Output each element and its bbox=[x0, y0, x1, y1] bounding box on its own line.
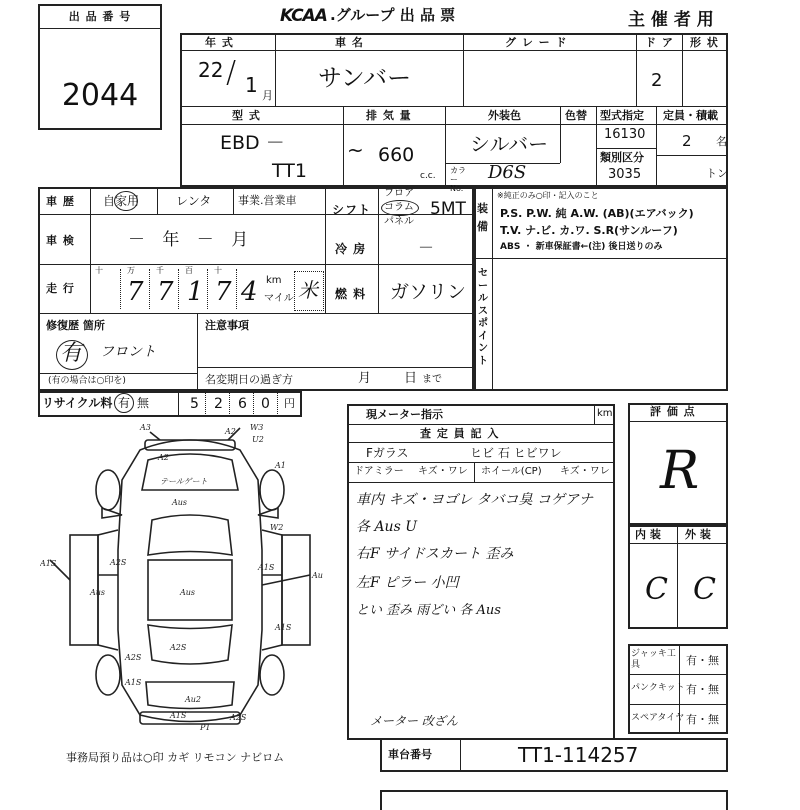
score-value: R bbox=[660, 441, 700, 501]
model-prefix: EBD － bbox=[220, 132, 285, 154]
chassis-label: 車台番号 bbox=[388, 748, 432, 761]
month-value: 1 bbox=[245, 73, 258, 97]
shift-column: コラム bbox=[384, 202, 414, 213]
inspection-note-2: 各 Aus U bbox=[356, 519, 418, 535]
shift-floor: フロア bbox=[384, 188, 414, 199]
glass-values: ヒビ 石 ヒビワレ bbox=[470, 446, 562, 460]
lot-number-box bbox=[38, 4, 162, 130]
label-capacity: 定員・積載 bbox=[663, 109, 718, 122]
mile-label: マイル bbox=[264, 293, 294, 304]
repair-detail: フロント bbox=[100, 344, 156, 360]
car-name: サンバー bbox=[318, 64, 412, 92]
exterior-color-value: シルバー bbox=[470, 132, 549, 156]
appraiser-label: 査 定 員 記 入 bbox=[420, 427, 500, 440]
diagram-mark-23: P1 bbox=[200, 723, 211, 732]
diagram-mark-2: A2 bbox=[225, 427, 236, 436]
label-doors: ド ア bbox=[645, 36, 674, 49]
car-damage-diagram bbox=[40, 420, 340, 740]
diagram-mark-1: A3 bbox=[140, 423, 151, 432]
mileage-mark: 米 bbox=[298, 278, 318, 302]
label-name-change: 名変期日の過ぎ方 bbox=[205, 373, 293, 386]
recycle-yes-circle bbox=[114, 393, 134, 413]
equipment-line2: T.V. ナ.ビ. カ.ワ. S.R(サンルーフ) bbox=[500, 224, 678, 237]
mileage-digit-4: 1 bbox=[187, 277, 204, 307]
diagram-mark-11: A1S bbox=[258, 563, 275, 572]
label-notes: 注意事項 bbox=[205, 319, 249, 332]
name-change-suffix: まで bbox=[422, 374, 442, 385]
label-displacement: 排 気 量 bbox=[366, 109, 412, 122]
mileage-grid: 十 万 千 百 十 7 7 1 7 4 bbox=[95, 266, 258, 307]
history-private: 自家用 bbox=[103, 194, 140, 208]
copy-label: 主 催 者 用 bbox=[628, 10, 714, 30]
score-label: 評 価 点 bbox=[650, 405, 696, 418]
label-year: 年 式 bbox=[205, 36, 234, 49]
shift-value: 5MT bbox=[430, 199, 466, 219]
diagram-mark-18: A2S bbox=[125, 653, 142, 662]
diagram-mark-4: U2 bbox=[252, 435, 264, 444]
shift-column-circle bbox=[381, 200, 419, 216]
equipment-note: ※純正のみ○印・記入のこと bbox=[497, 191, 599, 200]
repair-circle bbox=[56, 340, 88, 370]
inspection-note-3: 右F サイドスカート 歪み bbox=[356, 546, 514, 562]
type-designation-value: 16130 bbox=[604, 127, 646, 142]
color-no-label: カラーNo. bbox=[450, 166, 466, 193]
color-no-value: D6S bbox=[488, 162, 527, 183]
meter-label: 現メーター指示 bbox=[366, 408, 443, 421]
diagram-mark-15: Aus bbox=[90, 588, 106, 597]
repair-value: 有 bbox=[60, 341, 83, 366]
recycle-yes: 有 bbox=[118, 396, 131, 410]
equipment-line1: P.S. P.W. 純 A.W. (AB)(エアバック) bbox=[500, 207, 694, 220]
name-change-day: 日 bbox=[404, 371, 418, 386]
diagram-mark-21: A1S bbox=[170, 711, 187, 720]
brand-logo: KCAA bbox=[280, 6, 327, 26]
wheel-label: ホイール(CP) bbox=[481, 466, 542, 477]
recycle-no: 無 bbox=[137, 396, 150, 410]
mirror-values: キズ・ワレ bbox=[418, 466, 468, 477]
diagram-mark-14: Aus bbox=[180, 588, 196, 597]
diagram-mark-22: A2S bbox=[230, 713, 247, 722]
label-shift: シフト bbox=[332, 203, 372, 217]
inspection-note-4: 左F ピラー 小凹 bbox=[356, 575, 459, 591]
diagram-mark-12: Au bbox=[312, 571, 323, 580]
label-ac: 冷 房 bbox=[335, 242, 367, 256]
mileage-digit-2: 7 bbox=[127, 277, 144, 307]
inspection-footnote: メーター 改ざん bbox=[370, 714, 458, 728]
label-body: 形 状 bbox=[690, 36, 719, 49]
label-sales-point: セールスポイント bbox=[478, 268, 489, 367]
accessory-puncture-label: パンクキット bbox=[631, 683, 685, 693]
diagram-mark-10: A2S bbox=[110, 558, 127, 567]
label-inspection: 車 検 bbox=[46, 234, 75, 247]
lot-number-label: 出 品 番 号 bbox=[68, 10, 132, 23]
equipment-line3: ABS ・ 新車保証書←(注) 後日送りのみ bbox=[500, 242, 663, 252]
diagram-mark-20: Au2 bbox=[185, 695, 202, 704]
year-value: 22 bbox=[198, 58, 224, 82]
label-equipment: 装 備 bbox=[477, 202, 489, 233]
inspection-note-5: とい 歪み 雨どい 各 Aus bbox=[356, 603, 501, 618]
displacement-unit: c.c. bbox=[420, 171, 436, 181]
diagram-mark-5: A2 bbox=[158, 453, 169, 462]
mileage-digit-3: 7 bbox=[157, 277, 174, 307]
ac-value: － bbox=[418, 238, 435, 257]
label-model: 型 式 bbox=[232, 109, 261, 122]
diagram-mark-19: A1S bbox=[125, 678, 142, 687]
displacement-value: 660 bbox=[378, 144, 415, 166]
load-unit: トン bbox=[706, 167, 728, 180]
month-unit: 月 bbox=[262, 89, 273, 102]
label-exterior-color: 外装色 bbox=[488, 109, 521, 122]
interior-label: 内 装 bbox=[635, 528, 661, 541]
interior-value: C bbox=[645, 572, 668, 607]
wheel-values: キズ・ワレ bbox=[560, 466, 610, 477]
label-fuel: 燃 料 bbox=[335, 287, 367, 301]
accessory-puncture-value: 有・無 bbox=[686, 683, 719, 696]
fuel-value: ガソリン bbox=[390, 281, 467, 303]
label-repair: 修復歴 箇所 bbox=[46, 319, 105, 332]
diagram-mark-17: A1S bbox=[275, 623, 292, 632]
capacity-value: 2 bbox=[682, 132, 692, 150]
exterior-value: C bbox=[693, 572, 716, 607]
label-category: 類別区分 bbox=[600, 151, 644, 164]
year-sep: / bbox=[226, 55, 237, 90]
history-private-circle bbox=[114, 191, 138, 211]
label-type-designation: 型式指定 bbox=[600, 109, 644, 122]
name-change-month: 月 bbox=[358, 371, 372, 386]
lot-number: 2044 bbox=[61, 78, 139, 113]
label-grade: グ レ ー ド bbox=[505, 36, 568, 49]
label-mileage: 走 行 bbox=[46, 282, 75, 295]
mileage-digit-6: 4 bbox=[241, 277, 258, 307]
label-color-change: 色替 bbox=[565, 109, 587, 122]
diagram-mark-7: テールゲート bbox=[160, 477, 208, 486]
mirror-label: ドアミラー bbox=[354, 466, 404, 477]
diagram-mark-3: W3 bbox=[250, 423, 264, 432]
label-name: 車 名 bbox=[335, 36, 364, 49]
diagram-mark-8: Aus bbox=[172, 498, 188, 507]
model-tilde: ~ bbox=[347, 138, 364, 162]
glass-label: Fガラス bbox=[366, 446, 409, 460]
doors-value: 2 bbox=[651, 70, 663, 91]
accessory-spare-value: 有・無 bbox=[686, 713, 719, 726]
shift-panel: パネル bbox=[384, 216, 414, 227]
diagram-mark-9: W2 bbox=[270, 523, 284, 532]
recycle-unit: 円 bbox=[284, 397, 295, 410]
sheet-title: .グループ 出 品 票 bbox=[330, 6, 456, 24]
accessory-jack-label: ジャッキ工具 bbox=[631, 649, 676, 670]
mileage-digit-5: 7 bbox=[215, 277, 232, 307]
category-value: 3035 bbox=[608, 167, 642, 182]
model-code: TT1 bbox=[272, 160, 307, 182]
accessory-spare-label: スペアタイヤ bbox=[631, 713, 685, 723]
capacity-unit: 名 bbox=[716, 135, 727, 148]
inspection-value: － 年 － 月 bbox=[128, 230, 255, 250]
chassis-value: TT1-114257 bbox=[518, 743, 639, 767]
km-label: km bbox=[266, 275, 282, 286]
diagram-mark-6: A1 bbox=[275, 461, 286, 470]
bottom-edge-box bbox=[380, 790, 728, 810]
history-commercial: 事業.営業車 bbox=[238, 194, 297, 207]
diagram-footer: 事務局預り品は○印 カギ リモコン ナビロム bbox=[66, 751, 285, 764]
accessory-jack-value: 有・無 bbox=[686, 654, 719, 667]
meter-unit: km bbox=[597, 408, 613, 419]
inspection-note-1: 車内 キズ・ヨゴレ タバコ臭 コゲアナ bbox=[356, 492, 593, 508]
diagram-mark-13: A1S bbox=[40, 559, 57, 568]
label-history: 車 歴 bbox=[46, 195, 75, 208]
diagram-mark-16: A2S bbox=[170, 643, 187, 652]
repair-note: (有の場合は○印を) bbox=[48, 376, 126, 386]
exterior-label: 外 装 bbox=[685, 528, 711, 541]
label-recycle: リサイクル料 bbox=[42, 396, 113, 410]
history-rental: レンタ bbox=[176, 194, 212, 208]
